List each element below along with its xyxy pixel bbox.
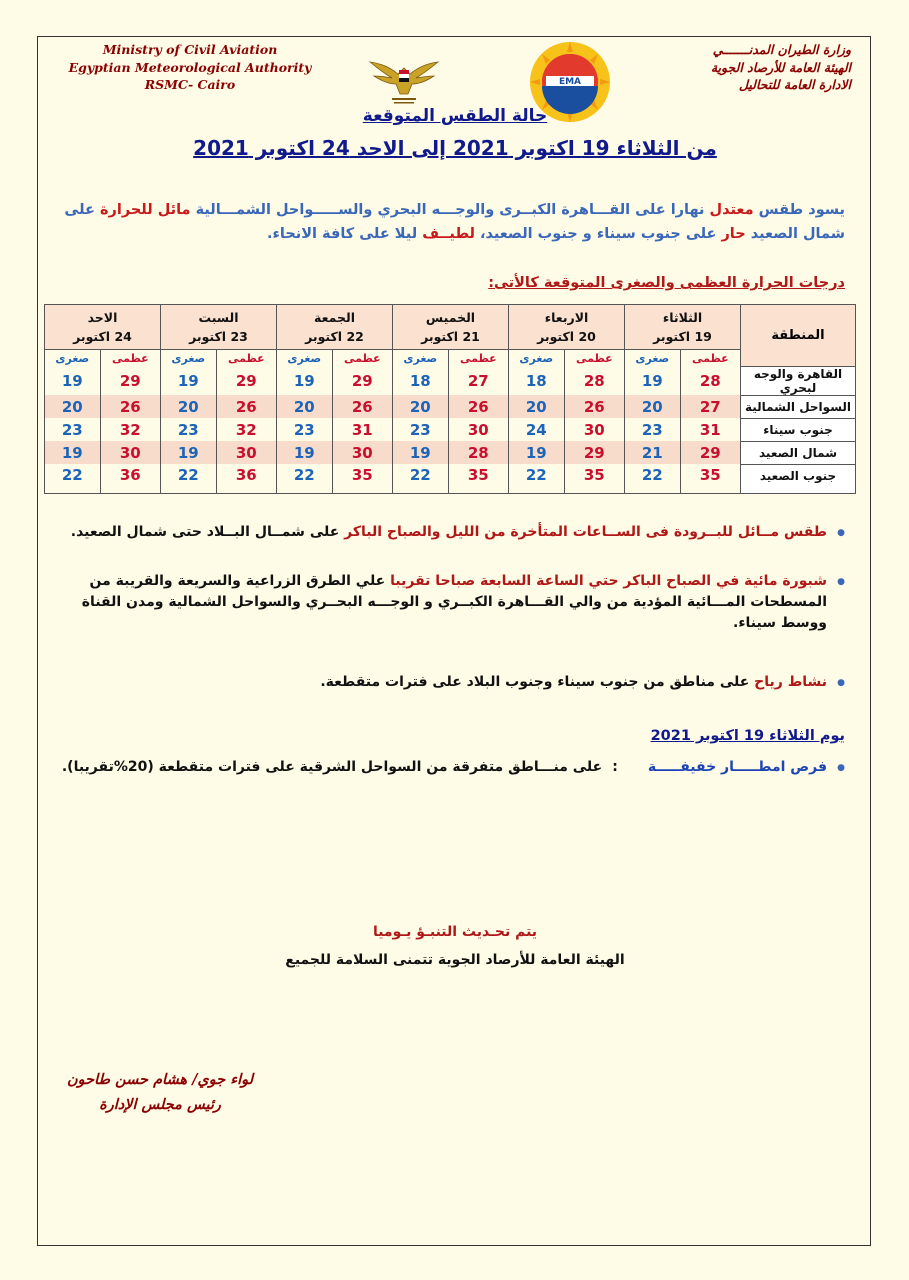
min-temp: 23	[277, 418, 333, 441]
day-date: 21 اكتوبر	[421, 329, 480, 344]
bullet-rain-chance: ● فرص امطـــــار خفيفـــــة:على منـــاطق متفرقة من السواحل الشرقية على فترات متقطعة (20%تقريبا).	[55, 757, 845, 778]
region-name: جنوب الصعيد	[741, 464, 856, 493]
min-temp: 19	[45, 366, 101, 395]
day-section-label: يوم الثلاثاء 19 اكتوبر 2021	[650, 728, 845, 744]
max-temp: 29	[564, 441, 624, 464]
min-label: صغرى	[277, 350, 333, 367]
min-label: صغرى	[509, 350, 565, 367]
day-date: 22 اكتوبر	[305, 329, 364, 344]
max-temp: 32	[100, 418, 160, 441]
authority-name-en: Egyptian Meteorological Authority	[68, 59, 312, 75]
max-temp: 26	[564, 395, 624, 418]
day-name: الاربعاء	[544, 310, 589, 325]
ministry-name-ar: وزارة الطيران المدنـــــــي	[712, 42, 851, 57]
bullet-winds: ● نشاط رياح على مناطق من جنوب سيناء وجنوب البلاد على فترات متقطعة.	[55, 672, 845, 693]
safety-wish: الهيئة العامة للأرصاد الجوية تتمنى السلامة للجميع	[285, 952, 625, 968]
day-date: 19 اكتوبر	[653, 329, 712, 344]
max-label: عظمى	[100, 350, 160, 367]
max-label: عظمى	[216, 350, 276, 367]
day-date: 23 اكتوبر	[189, 329, 248, 344]
region-column-header: المنطقة	[741, 305, 856, 367]
region-name: القاهرة والوجه لبحري	[741, 366, 856, 395]
max-temp: 27	[680, 395, 740, 418]
ministry-name-en: Ministry of Civil Aviation	[102, 42, 278, 57]
min-temp: 22	[625, 464, 681, 493]
max-temp: 30	[100, 441, 160, 464]
day-header	[625, 305, 741, 350]
weather-summary: يسود طقس معتدل نهارا على القـــاهرة الكبــرى والوجـــه البحري والســـــواحل الشمـــالية مائل للحرارة على شمال الصعيد حار على جنوب سيناء و جنوب الصعيد، لطيــف ليلا على كافة الانحاء.	[64, 202, 845, 242]
max-temp: 35	[448, 464, 508, 493]
day-header	[45, 305, 161, 350]
day-header	[161, 305, 277, 350]
min-temp: 23	[393, 418, 449, 441]
table-subheader-row	[45, 350, 856, 367]
min-temp: 19	[509, 441, 565, 464]
ema-logo-text: EMA	[558, 77, 582, 87]
max-temp: 27	[448, 366, 508, 395]
max-temp: 29	[100, 366, 160, 395]
max-temp: 30	[564, 418, 624, 441]
day-name: الخميس	[425, 310, 476, 325]
temperature-table	[44, 304, 856, 494]
region-name: السواحل الشمالية	[741, 395, 856, 418]
day-date: 24 اكتوبر	[73, 329, 132, 344]
day-date: 20 اكتوبر	[537, 329, 596, 344]
max-temp: 29	[332, 366, 392, 395]
daily-update-note: يتم تحـديث التنبـؤ يـوميا	[372, 924, 538, 940]
min-label: صغرى	[393, 350, 449, 367]
min-temp: 18	[509, 366, 565, 395]
min-temp: 19	[625, 366, 681, 395]
day-header	[509, 305, 625, 350]
max-temp: 35	[564, 464, 624, 493]
table-row	[45, 464, 856, 493]
min-temp: 22	[393, 464, 449, 493]
day-name: الجمعة	[313, 310, 355, 325]
min-temp: 20	[161, 395, 217, 418]
min-temp: 21	[625, 441, 681, 464]
min-temp: 22	[509, 464, 565, 493]
min-temp: 24	[509, 418, 565, 441]
min-temp: 23	[625, 418, 681, 441]
max-temp: 28	[680, 366, 740, 395]
header-arabic	[591, 41, 851, 94]
max-temp: 26	[216, 395, 276, 418]
table-row	[45, 395, 856, 418]
department-name-ar: الادارة العامة للتحاليل	[738, 77, 851, 92]
max-label: عظمى	[564, 350, 624, 367]
day-name: الاحد	[87, 310, 118, 325]
min-temp: 19	[161, 366, 217, 395]
bullet-fog: ● شبورة مائية في الصباح الباكر حتي الساعة السابعة صباحا تقريبا علي الطرق الزراعية والسريعة والقريبة من المسطحات المـــائية المؤدية من والي القـــاهرة الكبــري و الوجـــه البحــري والسواحل الشمالية ومدن القناة ووسط سيناء.	[55, 571, 845, 634]
region-name: شمال الصعيد	[741, 441, 856, 464]
temperatures-heading: درجات الحرارة العظمى والصغرى المتوقعة كالأتى:	[488, 275, 845, 291]
center-name-en: RSMC- Cairo	[144, 77, 236, 92]
max-label: عظمى	[332, 350, 392, 367]
max-temp: 29	[216, 366, 276, 395]
table-row	[45, 366, 856, 395]
table-row	[45, 418, 856, 441]
max-label: عظمى	[680, 350, 740, 367]
max-temp: 36	[216, 464, 276, 493]
day-header	[393, 305, 509, 350]
min-temp: 20	[509, 395, 565, 418]
signature-name: لواء جوي/ هشام حسن طاحون	[66, 1071, 254, 1088]
max-temp: 30	[448, 418, 508, 441]
min-temp: 19	[277, 441, 333, 464]
min-temp: 19	[277, 366, 333, 395]
min-temp: 18	[393, 366, 449, 395]
max-temp: 30	[332, 441, 392, 464]
max-temp: 35	[680, 464, 740, 493]
max-temp: 26	[332, 395, 392, 418]
min-temp: 19	[161, 441, 217, 464]
max-temp: 26	[448, 395, 508, 418]
min-temp: 23	[161, 418, 217, 441]
min-temp: 20	[393, 395, 449, 418]
max-label: عظمى	[448, 350, 508, 367]
max-temp: 31	[332, 418, 392, 441]
authority-name-ar: الهيئة العامة للأرصاد الجوية	[710, 59, 851, 75]
bullet-cold-nights: ● طقس مــائل للبــرودة فى الســاعات المتأخرة من الليل والصباح الباكر على شمــال البــلاد حتى شمال الصعيد.	[55, 522, 845, 543]
table-header-row	[45, 305, 856, 350]
min-temp: 19	[45, 441, 101, 464]
max-temp: 36	[100, 464, 160, 493]
max-temp: 31	[680, 418, 740, 441]
min-temp: 20	[625, 395, 681, 418]
signature-title: رئيس مجلس الإدارة	[99, 1096, 221, 1113]
table-row	[45, 441, 856, 464]
min-label: صغرى	[625, 350, 681, 367]
max-temp: 28	[448, 441, 508, 464]
document-title: حالة الطقس المتوقعة	[362, 106, 548, 126]
min-temp: 20	[45, 395, 101, 418]
max-temp: 29	[680, 441, 740, 464]
min-temp: 19	[393, 441, 449, 464]
min-temp: 23	[45, 418, 101, 441]
region-name: جنوب سيناء	[741, 418, 856, 441]
header-english	[60, 41, 320, 94]
day-name: الثلاثاء	[662, 310, 703, 325]
day-name: السبت	[198, 310, 239, 325]
max-temp: 35	[332, 464, 392, 493]
min-label: صغرى	[45, 350, 101, 367]
min-temp: 22	[277, 464, 333, 493]
max-temp: 32	[216, 418, 276, 441]
max-temp: 26	[100, 395, 160, 418]
max-temp: 28	[564, 366, 624, 395]
min-label: صغرى	[161, 350, 217, 367]
min-temp: 22	[161, 464, 217, 493]
day-header	[277, 305, 393, 350]
min-temp: 20	[277, 395, 333, 418]
min-temp: 22	[45, 464, 101, 493]
document-subtitle: من الثلاثاء 19 اكتوبر 2021 إلى الاحد 24 اكتوبر 2021	[193, 136, 717, 160]
max-temp: 30	[216, 441, 276, 464]
